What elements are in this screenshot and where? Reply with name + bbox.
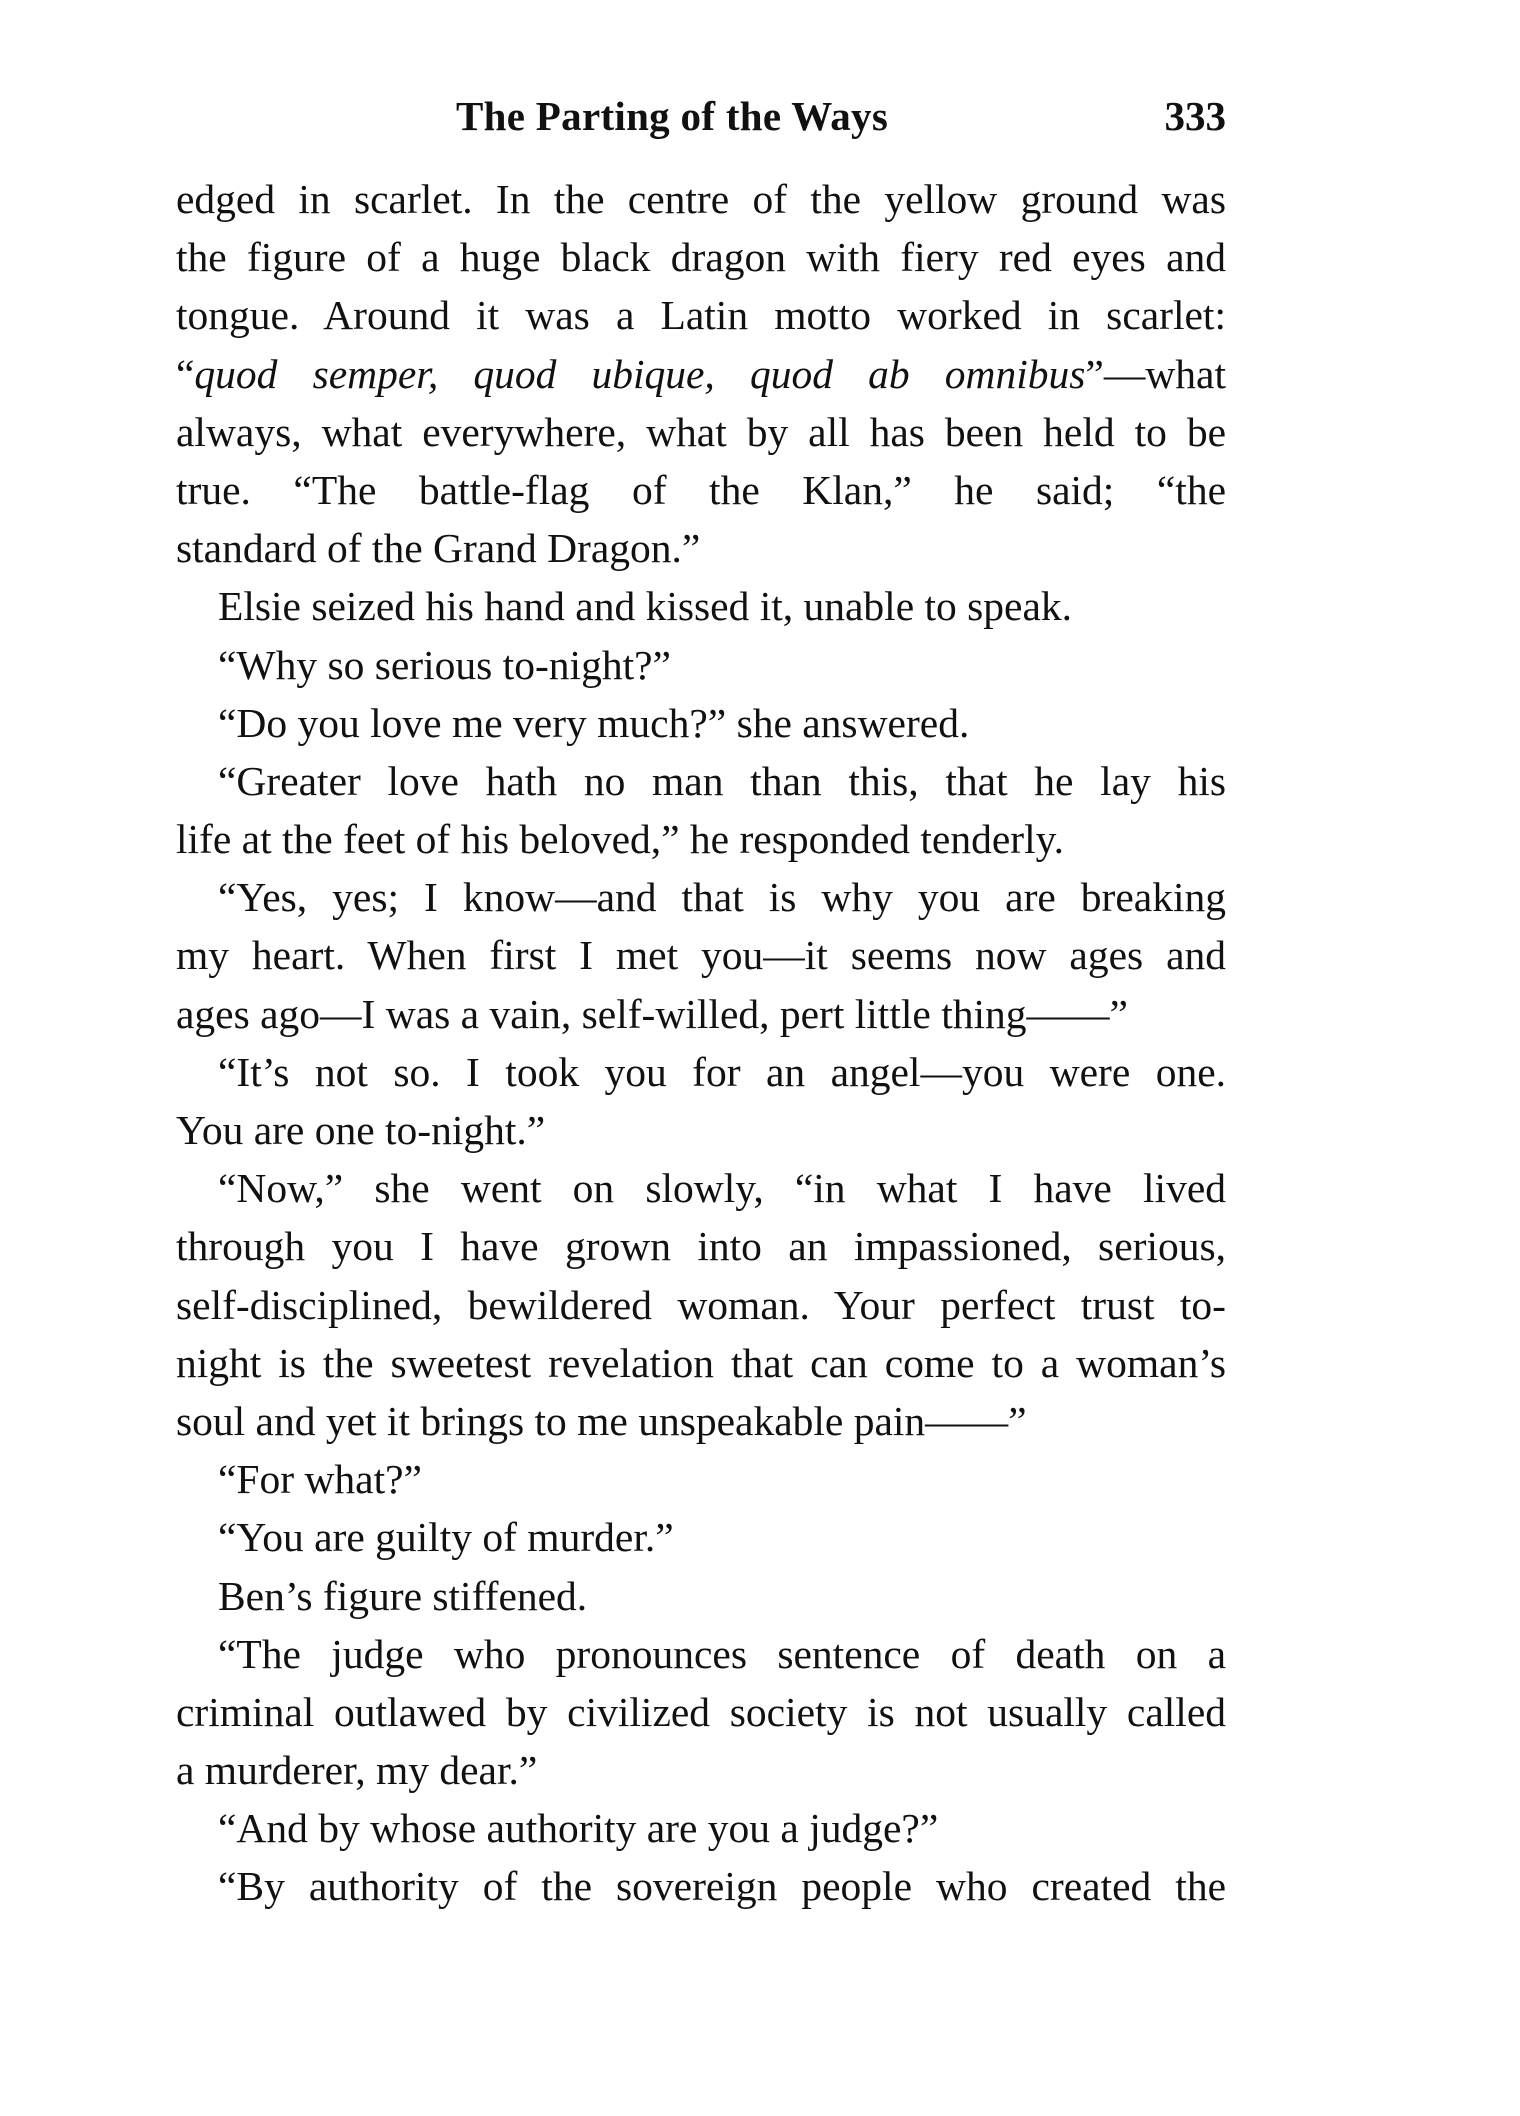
text-line: life at the feet of his beloved,” he responded tenderly. — [176, 816, 1065, 863]
text-line: ages ago—I was a vain, self-willed, pert little thing——” — [176, 990, 1128, 1037]
text-line: true. “The battle-flag of the Klan,” he said; “the — [176, 466, 1226, 513]
text-line: You are one to-night.” — [176, 1107, 546, 1153]
page-number: 333 — [1164, 93, 1226, 139]
text-line: “Now,” she went on slowly, “in what I have lived — [218, 1165, 1226, 1212]
quote-open: “ — [176, 350, 195, 397]
text-line: tongue. Around it was a Latin motto worked in scarlet: — [176, 292, 1226, 339]
text-line: a murderer, my dear.” — [176, 1747, 538, 1794]
text-line: “By authority of the sovereign people who created the — [218, 1863, 1226, 1910]
text-line: “For what?” — [218, 1456, 422, 1503]
page-header — [176, 92, 1226, 142]
text-line: my heart. When first I met you—it seems now ages and — [176, 932, 1226, 979]
text-line: “It’s not so. I took you for an angel—you were one. — [218, 1048, 1226, 1095]
text-line: night is the sweetest revelation that can come to a woman’s — [176, 1339, 1226, 1386]
text-line: edged in scarlet. In the centre of the yellow ground was — [176, 176, 1226, 222]
text-line: “Why so serious to-night?” — [218, 641, 671, 688]
text-line: Elsie seized his hand and kissed it, unable to speak. — [218, 583, 1073, 630]
text-line: soul and yet it brings to me unspeakable pain——” — [176, 1397, 1027, 1444]
text-line: “Do you love me very much?” she answered. — [218, 699, 970, 746]
text-line: “Yes, yes; I know—and that is why you are breaking — [218, 874, 1226, 921]
text-line: “The judge who pronounces sentence of death on a — [218, 1630, 1226, 1677]
running-title: The Parting of the Ways — [456, 93, 889, 139]
text-line: standard of the Grand Dragon.” — [176, 525, 701, 572]
text-line: always, what everywhere, what by all has been held to be — [176, 408, 1226, 455]
text-line: through you I have grown into an impassioned, serious, — [176, 1223, 1226, 1270]
text-line: Ben’s figure stiffened. — [218, 1572, 588, 1619]
text-line: “And by whose authority are you a judge?” — [218, 1805, 939, 1852]
text-line: criminal outlawed by civilized society is not usually called — [176, 1688, 1226, 1735]
text-line — [176, 345, 1226, 403]
body-text — [176, 170, 1226, 1916]
text-line: “You are guilty of murder.” — [218, 1514, 674, 1561]
quote-close: ”—what — [1085, 350, 1226, 397]
text-line: “Greater love hath no man than this, that he lay his — [218, 757, 1226, 804]
text-line: self-disciplined, bewildered woman. Your perfect trust to- — [176, 1281, 1226, 1328]
text-line: the figure of a huge black dragon with fiery red eyes and — [176, 234, 1226, 281]
latin-motto: quod semper, quod ubique, quod ab omnibus — [194, 350, 1086, 397]
